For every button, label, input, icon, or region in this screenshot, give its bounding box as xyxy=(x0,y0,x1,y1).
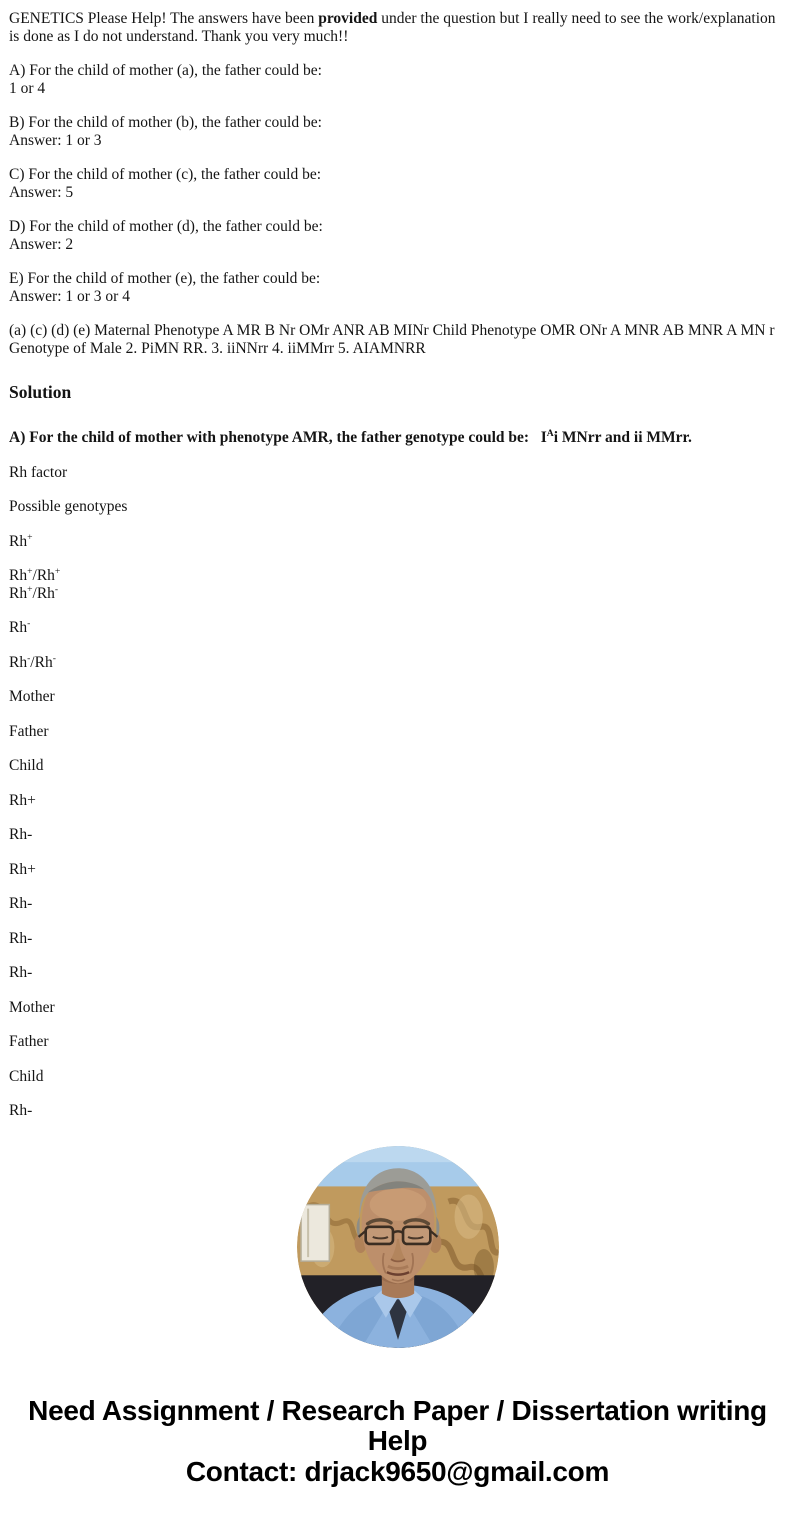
tutor-avatar-container xyxy=(9,1146,786,1348)
part-answer: Answer: 1 or 3 xyxy=(9,131,102,149)
question-intro: GENETICS Please Help! The answers have been provided under the question but I really need to see the work/explanation is done as I do not understand. Thank you very much!! xyxy=(9,10,776,45)
genotype-line-rh-plus-pairs xyxy=(9,567,786,602)
pedigree-value: Rh+ xyxy=(9,860,36,878)
pedigree-value: Rh- xyxy=(9,964,33,981)
genotype-line-rh-plus: Rh+ xyxy=(9,531,33,550)
genotype-line-rh-minus-homozygous: Rh-/Rh- xyxy=(9,652,56,671)
pedigree-value: Rh- xyxy=(9,826,33,843)
part-answer: 1 or 4 xyxy=(9,79,46,97)
genotype-line-rh-minus: Rh- xyxy=(9,617,31,636)
rh-factor-label: Rh factor xyxy=(9,463,68,481)
solution-heading: Solution xyxy=(9,382,72,402)
question-part-b xyxy=(9,114,786,149)
question-part-a xyxy=(9,62,786,97)
part-prompt: D) For the child of mother (d), the father could be: xyxy=(9,218,323,235)
pedigree-value: Rh- xyxy=(9,929,33,947)
tutor-portrait-illustration xyxy=(297,1146,499,1348)
part-prompt: B) For the child of mother (b), the father could be: xyxy=(9,114,322,131)
pedigree-label-mother: Mother xyxy=(9,998,55,1016)
question-data-paragraph: (a) (c) (d) (e) Maternal Phenotype A MR B Nr OMr ANR AB MINr Child Phenotype OMR ONr A MNR AB MNR A MN r Genotype of Male 2. PiMN RR. 3. iiNNrr 4. iiMMrr 5. AIAMNRR xyxy=(9,322,775,357)
part-prompt: E) For the child of mother (e), the father could be: xyxy=(9,270,321,287)
pedigree-label-child: Child xyxy=(9,1067,44,1085)
ad-headline: Need Assignment / Research Paper / Dissertation writing Help xyxy=(28,1394,767,1456)
part-prompt: C) For the child of mother (c), the father could be: xyxy=(9,166,322,183)
part-prompt: A) For the child of mother (a), the father could be: xyxy=(9,62,322,79)
genotype-line-rh-plus-heterozygous: Rh+/Rh- xyxy=(9,583,59,602)
pedigree-label-father: Father xyxy=(9,1033,49,1050)
tutor-avatar xyxy=(297,1146,499,1348)
genotype-line-rh-plus-homozygous: Rh+/Rh+ xyxy=(9,565,61,584)
pedigree-label-child: Child xyxy=(9,757,44,774)
pedigree-value: Rh- xyxy=(9,895,33,912)
question-part-d xyxy=(9,218,786,253)
part-answer: Answer: 2 xyxy=(9,235,74,253)
pedigree-label-father: Father xyxy=(9,722,49,740)
pedigree-value: Rh- xyxy=(9,1102,33,1119)
part-answer: Answer: 1 or 3 or 4 xyxy=(9,287,130,305)
ad-banner xyxy=(9,1396,786,1488)
pedigree-value: Rh+ xyxy=(9,791,36,809)
pedigree-label-mother: Mother xyxy=(9,688,55,705)
question-part-c xyxy=(9,166,786,201)
solution-statement: A) For the child of mother with phenotype AMR, the father genotype could be: $I^Ai$ MNrr and ii MMrr. xyxy=(9,427,692,446)
possible-genotypes-label: Possible genotypes xyxy=(9,498,128,515)
ad-contact-email: Contact: drjack9650@gmail.com xyxy=(185,1455,610,1487)
question-part-e xyxy=(9,270,786,305)
part-answer: Answer: 5 xyxy=(9,183,74,201)
